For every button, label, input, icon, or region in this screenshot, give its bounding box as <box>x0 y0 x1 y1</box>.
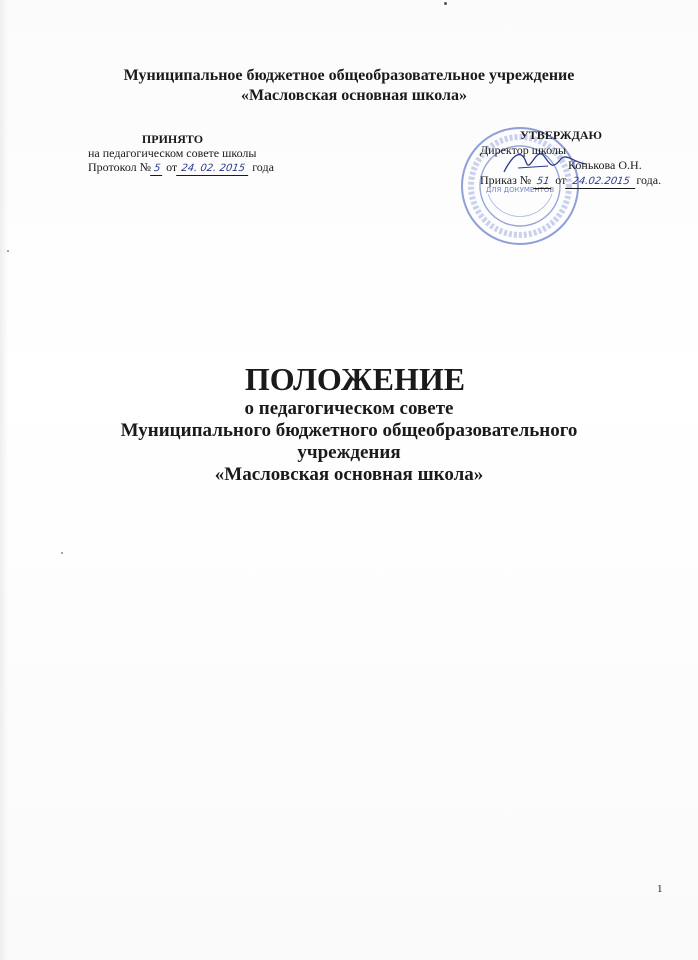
approval-title: УТВЕРЖДАЮ <box>520 128 603 142</box>
accepted-protocol-line <box>88 160 288 176</box>
director-name: Конькова О.Н. <box>568 158 642 172</box>
protocol-number: 5 <box>150 163 164 176</box>
approval-position: Директор школы <box>480 143 567 157</box>
seal-arc <box>488 194 552 217</box>
scan-mark <box>444 2 447 5</box>
protocol-prefix: Протокол № <box>88 160 152 174</box>
order-year: года. <box>636 173 662 187</box>
protocol-date: 24. 02. 2015 <box>176 163 250 176</box>
document-subtitle-1: о педагогическом совете <box>244 398 454 419</box>
document-title-block <box>0 360 698 486</box>
document-subtitle-4: «Масловская основная школа» <box>214 464 484 485</box>
order-prefix: Приказ № <box>480 173 532 187</box>
approval-order-line <box>480 173 690 189</box>
header-line-1: Муниципальное бюджетное общеобразовательное учреждение <box>123 67 575 84</box>
accepted-block <box>88 132 288 176</box>
scan-speck <box>7 250 9 252</box>
document-title: ПОЛОЖЕНИЕ <box>244 361 466 397</box>
scan-speck <box>61 552 63 554</box>
document-subtitle-3: учреждения <box>297 442 401 463</box>
accepted-title: ПРИНЯТО <box>141 132 204 146</box>
protocol-from: от <box>166 160 178 174</box>
page-number: 1 <box>657 883 663 895</box>
header-line-2: «Масловская основная школа» <box>240 87 468 104</box>
approval-name-line <box>480 158 690 173</box>
protocol-year: года <box>252 160 274 174</box>
institution-header <box>0 66 698 106</box>
order-number: 51 <box>533 176 553 189</box>
accepted-council: на педагогическом совете школы <box>88 146 257 160</box>
order-from: от <box>555 173 567 187</box>
approval-block <box>480 128 690 189</box>
seal-center-text: ДЛЯ ДОКУМЕНТОВ <box>485 186 555 194</box>
order-date: 24.02.2015 <box>565 176 637 189</box>
document-subtitle-2: Муниципального бюджетного общеобразовательного <box>120 420 578 441</box>
